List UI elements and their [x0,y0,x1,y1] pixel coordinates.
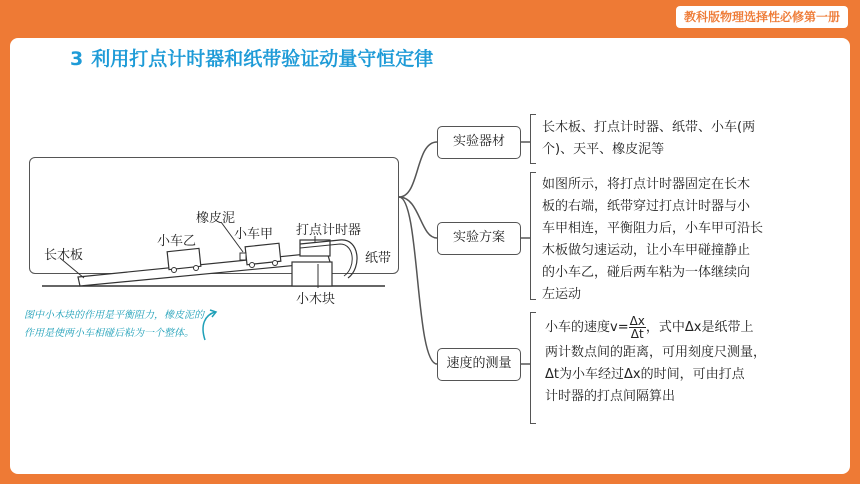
label-timer: 打点计时器 [296,223,362,238]
bracket-velocity [530,312,536,424]
label-cart-a: 小车甲 [234,227,274,242]
bracket-plan [530,172,536,300]
section-title-text: 利用打点计时器和纸带验证动量守恒定律 [91,48,434,70]
desc-plan: 如图所示，将打点计时器固定在长木 板的右端，纸带穿过打点计时器与小 车甲相连，平衡阻力后，小车甲可沿长 木板做匀速运动，让小车甲碰撞静止 的小车乙，碰后两车粘为一体继续向 左运动 [542,177,764,302]
bracket-equipment [530,114,536,164]
label-block: 小木块 [296,292,336,307]
node-plan: 实验方案 [437,222,521,255]
small-block [292,262,332,286]
label-board: 长木板 [44,248,84,263]
diagram-note: 图中小木块的作用是平衡阻力，橡皮泥的 作用是使两小车相碰后粘为一个整体。 [24,310,204,339]
node-velocity: 速度的测量 [437,348,521,381]
book-label: 教科版物理选择性必修第一册 [676,6,848,28]
section-number: 3 [70,48,84,70]
desc-velocity: 小车的速度v= $\frac{\Delta x}{\Delta t}$ ，式中Δx是纸带上 两计数点间的距离，可用刻度尺测量， Δt为小车经过Δx的时间，可由打点 计时器的打点间隔算出 [545,314,767,404]
label-putty: 橡皮泥 [196,211,236,226]
label-cart-b: 小车乙 [157,234,197,249]
velocity-fraction: $\frac{\Delta x}{\Delta t}$ [629,314,645,341]
node-equipment: 实验器材 [437,126,521,159]
desc-equipment: 长木板、打点计时器、纸带、小车(两 个)、天平、橡皮泥等 [542,120,756,157]
label-tape: 纸带 [365,251,392,266]
velocity-formula-line: 小车的速度v= $\frac{\Delta x}{\Delta t}$ ，式中Δx是纸带上 [545,314,754,341]
